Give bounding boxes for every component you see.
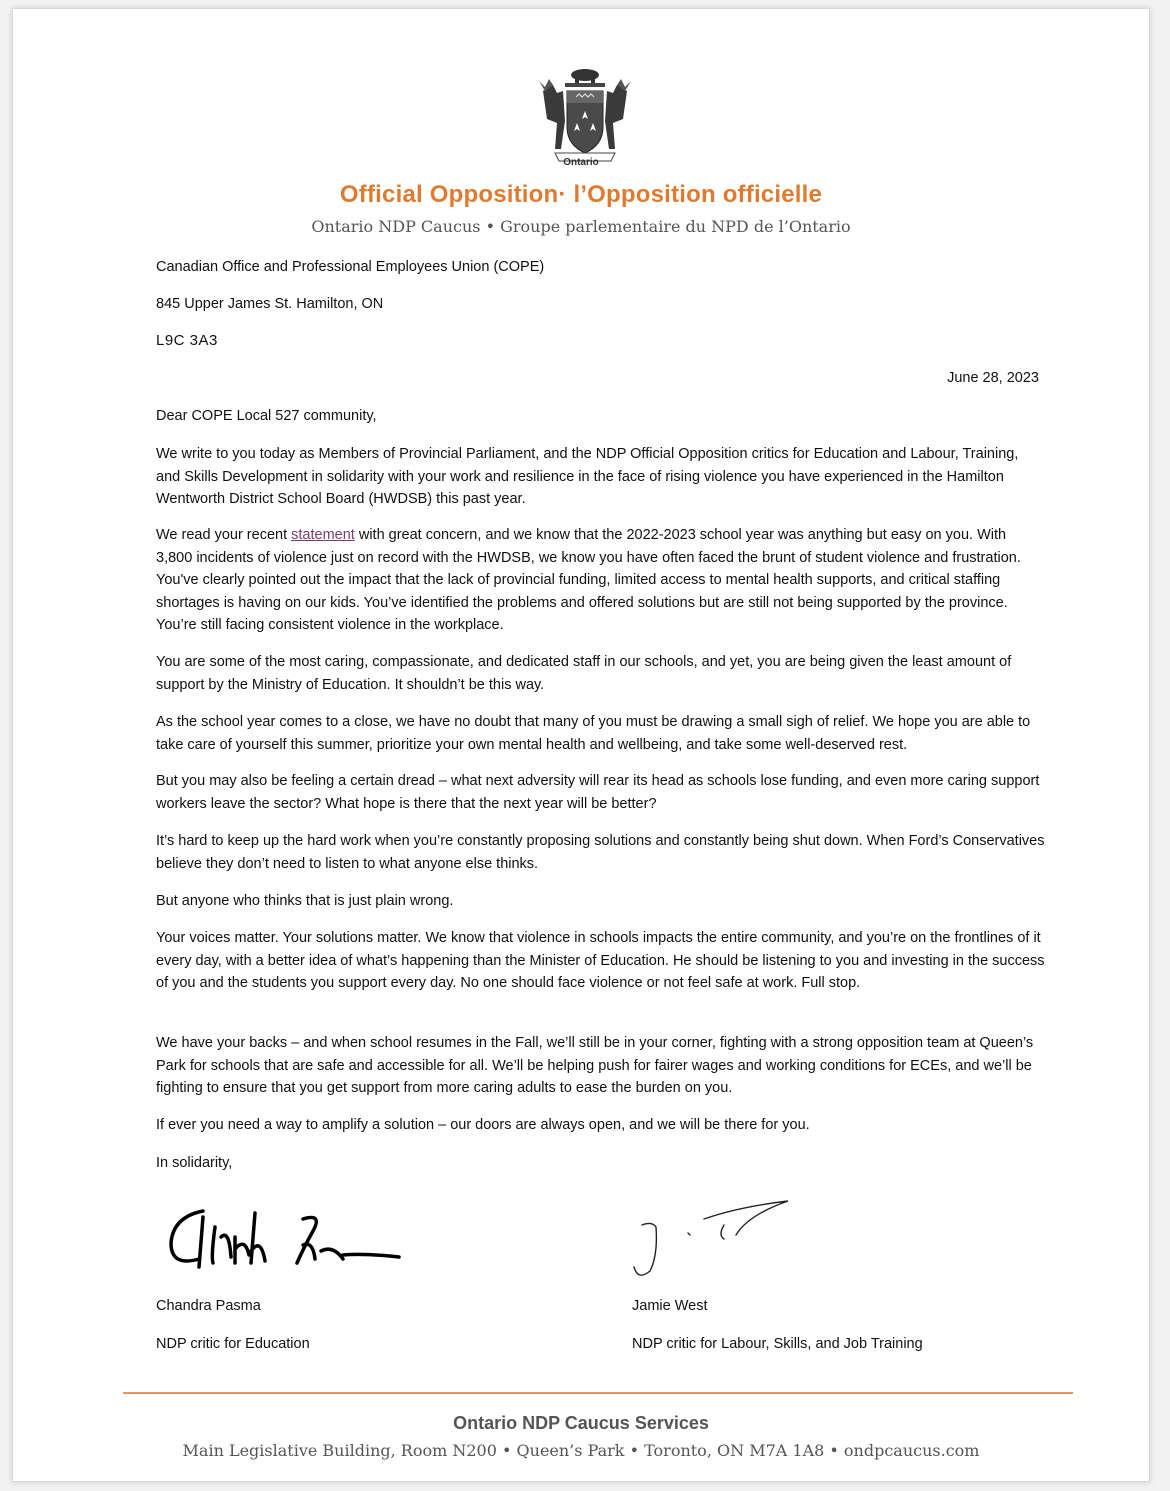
paragraph-9: We have your backs – and when school resumes in the Fall, we’ll still be in your corner, fighting with a strong opposition team at Queen’s Park for schools that are safe and accessible for all. We’ll be helping push for fairer wages and working conditions for ECEs, and we’ll be fighting to ensure that you get support from more caring adults to ease the burden on you.: [156, 1035, 1034, 1096]
recipient-org: Canadian Office and Professional Employees Union (COPE): [156, 259, 545, 275]
footer-divider: [123, 1392, 1073, 1394]
signatory-1-name: Chandra Pasma: [156, 1298, 261, 1314]
footer-title: Ontario NDP Caucus Services: [453, 1413, 709, 1433]
paragraph-6: It’s hard to keep up the hard work when you’re constantly proposing solutions and constantly being shut down. When Ford’s Conservatives believe they don’t need to listen to what anyone else thinks.: [156, 833, 1045, 872]
statement-link[interactable]: statement: [291, 527, 355, 543]
recipient-postal: L9C 3A3: [156, 332, 218, 349]
paragraph-2-rest: with great concern, and we know that the 2022-2023 school year was anything but easy on you. With 3,800 incidents of violence just on record with the HWDSB, we know you have often faced the brunt of student violence and frustration. You've clearly pointed out the impact that the lack of provincial funding, limited access to mental health supports, and critical staffing shortages is having on our kids. You’ve identified the problems and offered solutions but are still not being supported by the province. You’re still facing consistent violence in the workplace.: [156, 527, 1021, 633]
ontario-crest-icon: [535, 61, 635, 171]
paragraph-1: We write to you today as Members of Provincial Parliament, and the NDP Official Opposition critics for Education and Labour, Training, and Skills Development in solidarity with your work and resilience in the face of rising violence you have experienced in the Hamilton Wentworth District School Board (HWDSB) this past year.: [156, 446, 1019, 507]
paragraph-10: If ever you need a way to amplify a solution – our doors are always open, and we will be there for you.: [156, 1117, 810, 1133]
paragraph-8: Your voices matter. Your solutions matter. We know that violence in schools impacts the entire community, and you’re on the frontlines of it every day, with a better idea of what’s happening than the Minister of Education. He should be listening to you and investing in the success of you and the students you support every day. No one should face violence or not feel safe at work. Full stop.: [156, 930, 1045, 991]
signature-jamie-west: [628, 1195, 798, 1285]
paragraph-5: But you may also be feeling a certain dread – what next adversity will rear its head as schools lose funding, and even more caring support workers leave the sector? What hope is there that the next year will be better?: [156, 773, 1040, 812]
paragraph-2-start: We read your recent: [156, 527, 292, 543]
signatory-1-role: NDP critic for Education: [156, 1336, 310, 1352]
paragraph-3: You are some of the most caring, compassionate, and dedicated staff in our schools, and yet, you are being given the least amount of support by the Ministry of Education. It shouldn’t be this way.: [156, 654, 1012, 693]
letter-date: June 28, 2023: [947, 370, 1039, 386]
footer-address: Main Legislative Building, Room N200 • Queen’s Park • Toronto, ON M7A 1A8 • ondpcaucus.com: [182, 1441, 980, 1460]
paragraph-4: As the school year comes to a close, we have no doubt that many of you must be drawing a small sigh of relief. We hope you are able to take care of yourself this summer, prioritize your own mental health and wellbeing, and take some well-deserved rest.: [156, 714, 1031, 753]
crest-label: Ontario: [563, 157, 599, 168]
paragraph-7: But anyone who thinks that is just plain wrong.: [156, 893, 454, 909]
signatory-2-name: Jamie West: [632, 1298, 708, 1314]
paragraph-2: [156, 524, 1046, 637]
letterhead-subtitle: Ontario NDP Caucus • Groupe parlementaire du NPD de l’Ontario: [311, 217, 851, 236]
signature-chandra-pasma: [163, 1197, 403, 1277]
salutation: Dear COPE Local 527 community,: [156, 408, 377, 424]
letterhead-title: Official Opposition· l’Opposition officielle: [339, 181, 823, 208]
closing: In solidarity,: [156, 1155, 233, 1171]
recipient-address: 845 Upper James St. Hamilton, ON: [156, 296, 384, 312]
letter-page: [12, 8, 1150, 1482]
signatory-2-role: NDP critic for Labour, Skills, and Job Training: [632, 1336, 923, 1352]
